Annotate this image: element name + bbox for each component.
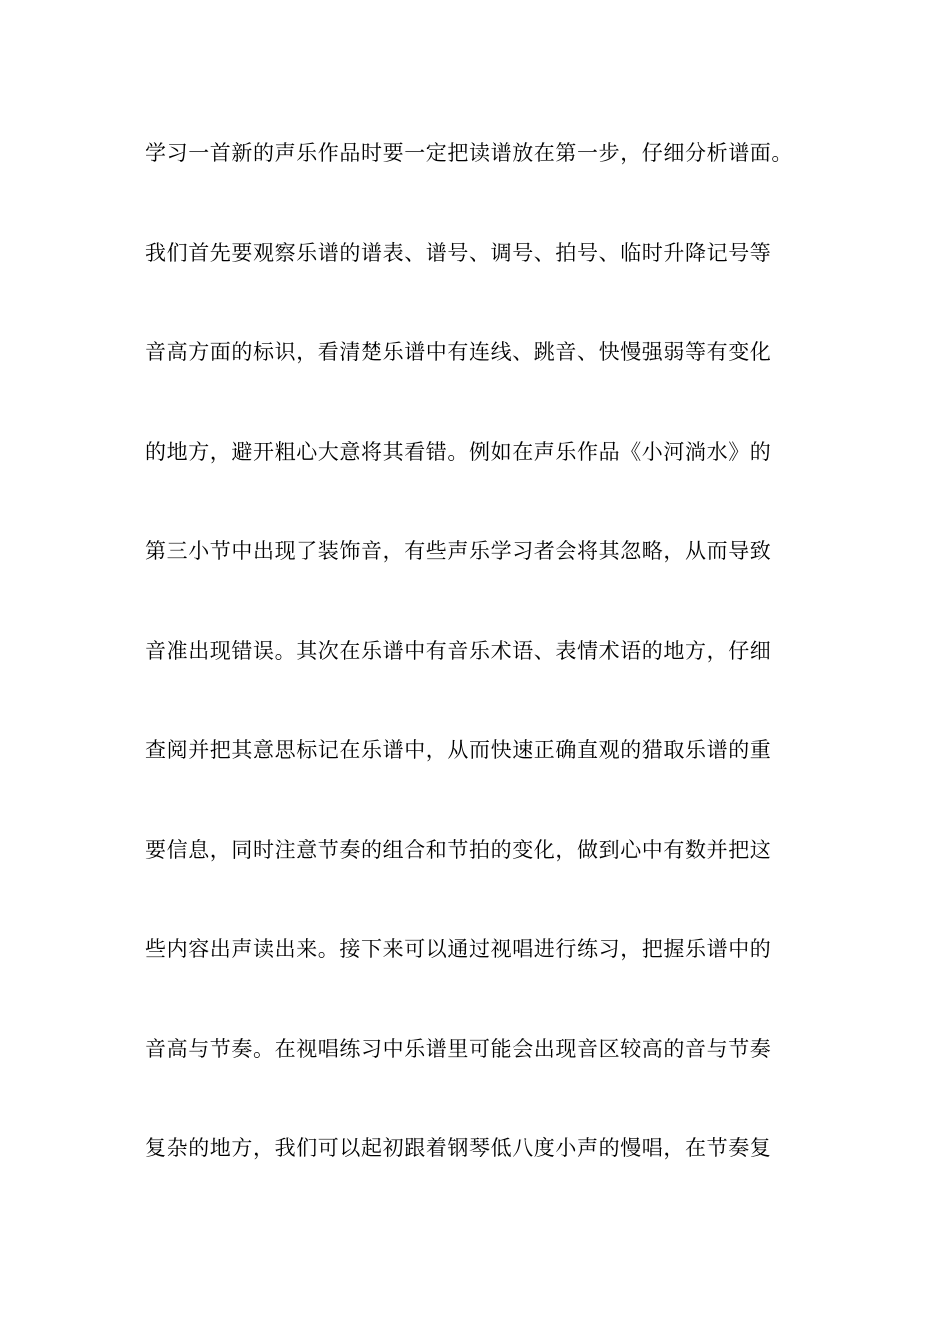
text-line-2: 我们首先要观察乐谱的谱表、谱号、调号、拍号、临时升降记号等	[145, 240, 772, 265]
text-line-8: 要信息，同时注意节奏的组合和节拍的变化，做到心中有数并把这	[145, 837, 772, 862]
body-text	[145, 128, 825, 1223]
text-line-3: 音高方面的标识，看清楚乐谱中有连线、跳音、快慢强弱等有变化	[145, 340, 772, 364]
text-line-11: 复杂的地方，我们可以起初跟着钢琴低八度小声的慢唱，在节奏复	[145, 1136, 772, 1160]
text-line-9: 些内容出声读出来。接下来可以通过视唱进行练习，把握乐谱中的	[145, 937, 772, 961]
text-line-4: 的地方，避开粗心大意将其看错。例如在声乐作品《小河淌水》的	[145, 439, 772, 464]
text-line-7: 查阅并把其意思标记在乐谱中，从而快速正确直观的猎取乐谱的重	[145, 738, 772, 762]
text-line-1: 学习一首新的声乐作品时要一定把读谱放在第一步，仔细分析谱面。	[145, 141, 793, 165]
text-line-6: 音准出现错误。其次在乐谱中有音乐术语、表情术语的地方，仔细	[145, 638, 772, 663]
text-line-5: 第三小节中出现了装饰音，有些声乐学习者会将其忽略，从而导致	[145, 539, 772, 563]
text-line-10: 音高与节奏。在视唱练习中乐谱里可能会出现音区较高的音与节奏	[145, 1036, 772, 1061]
